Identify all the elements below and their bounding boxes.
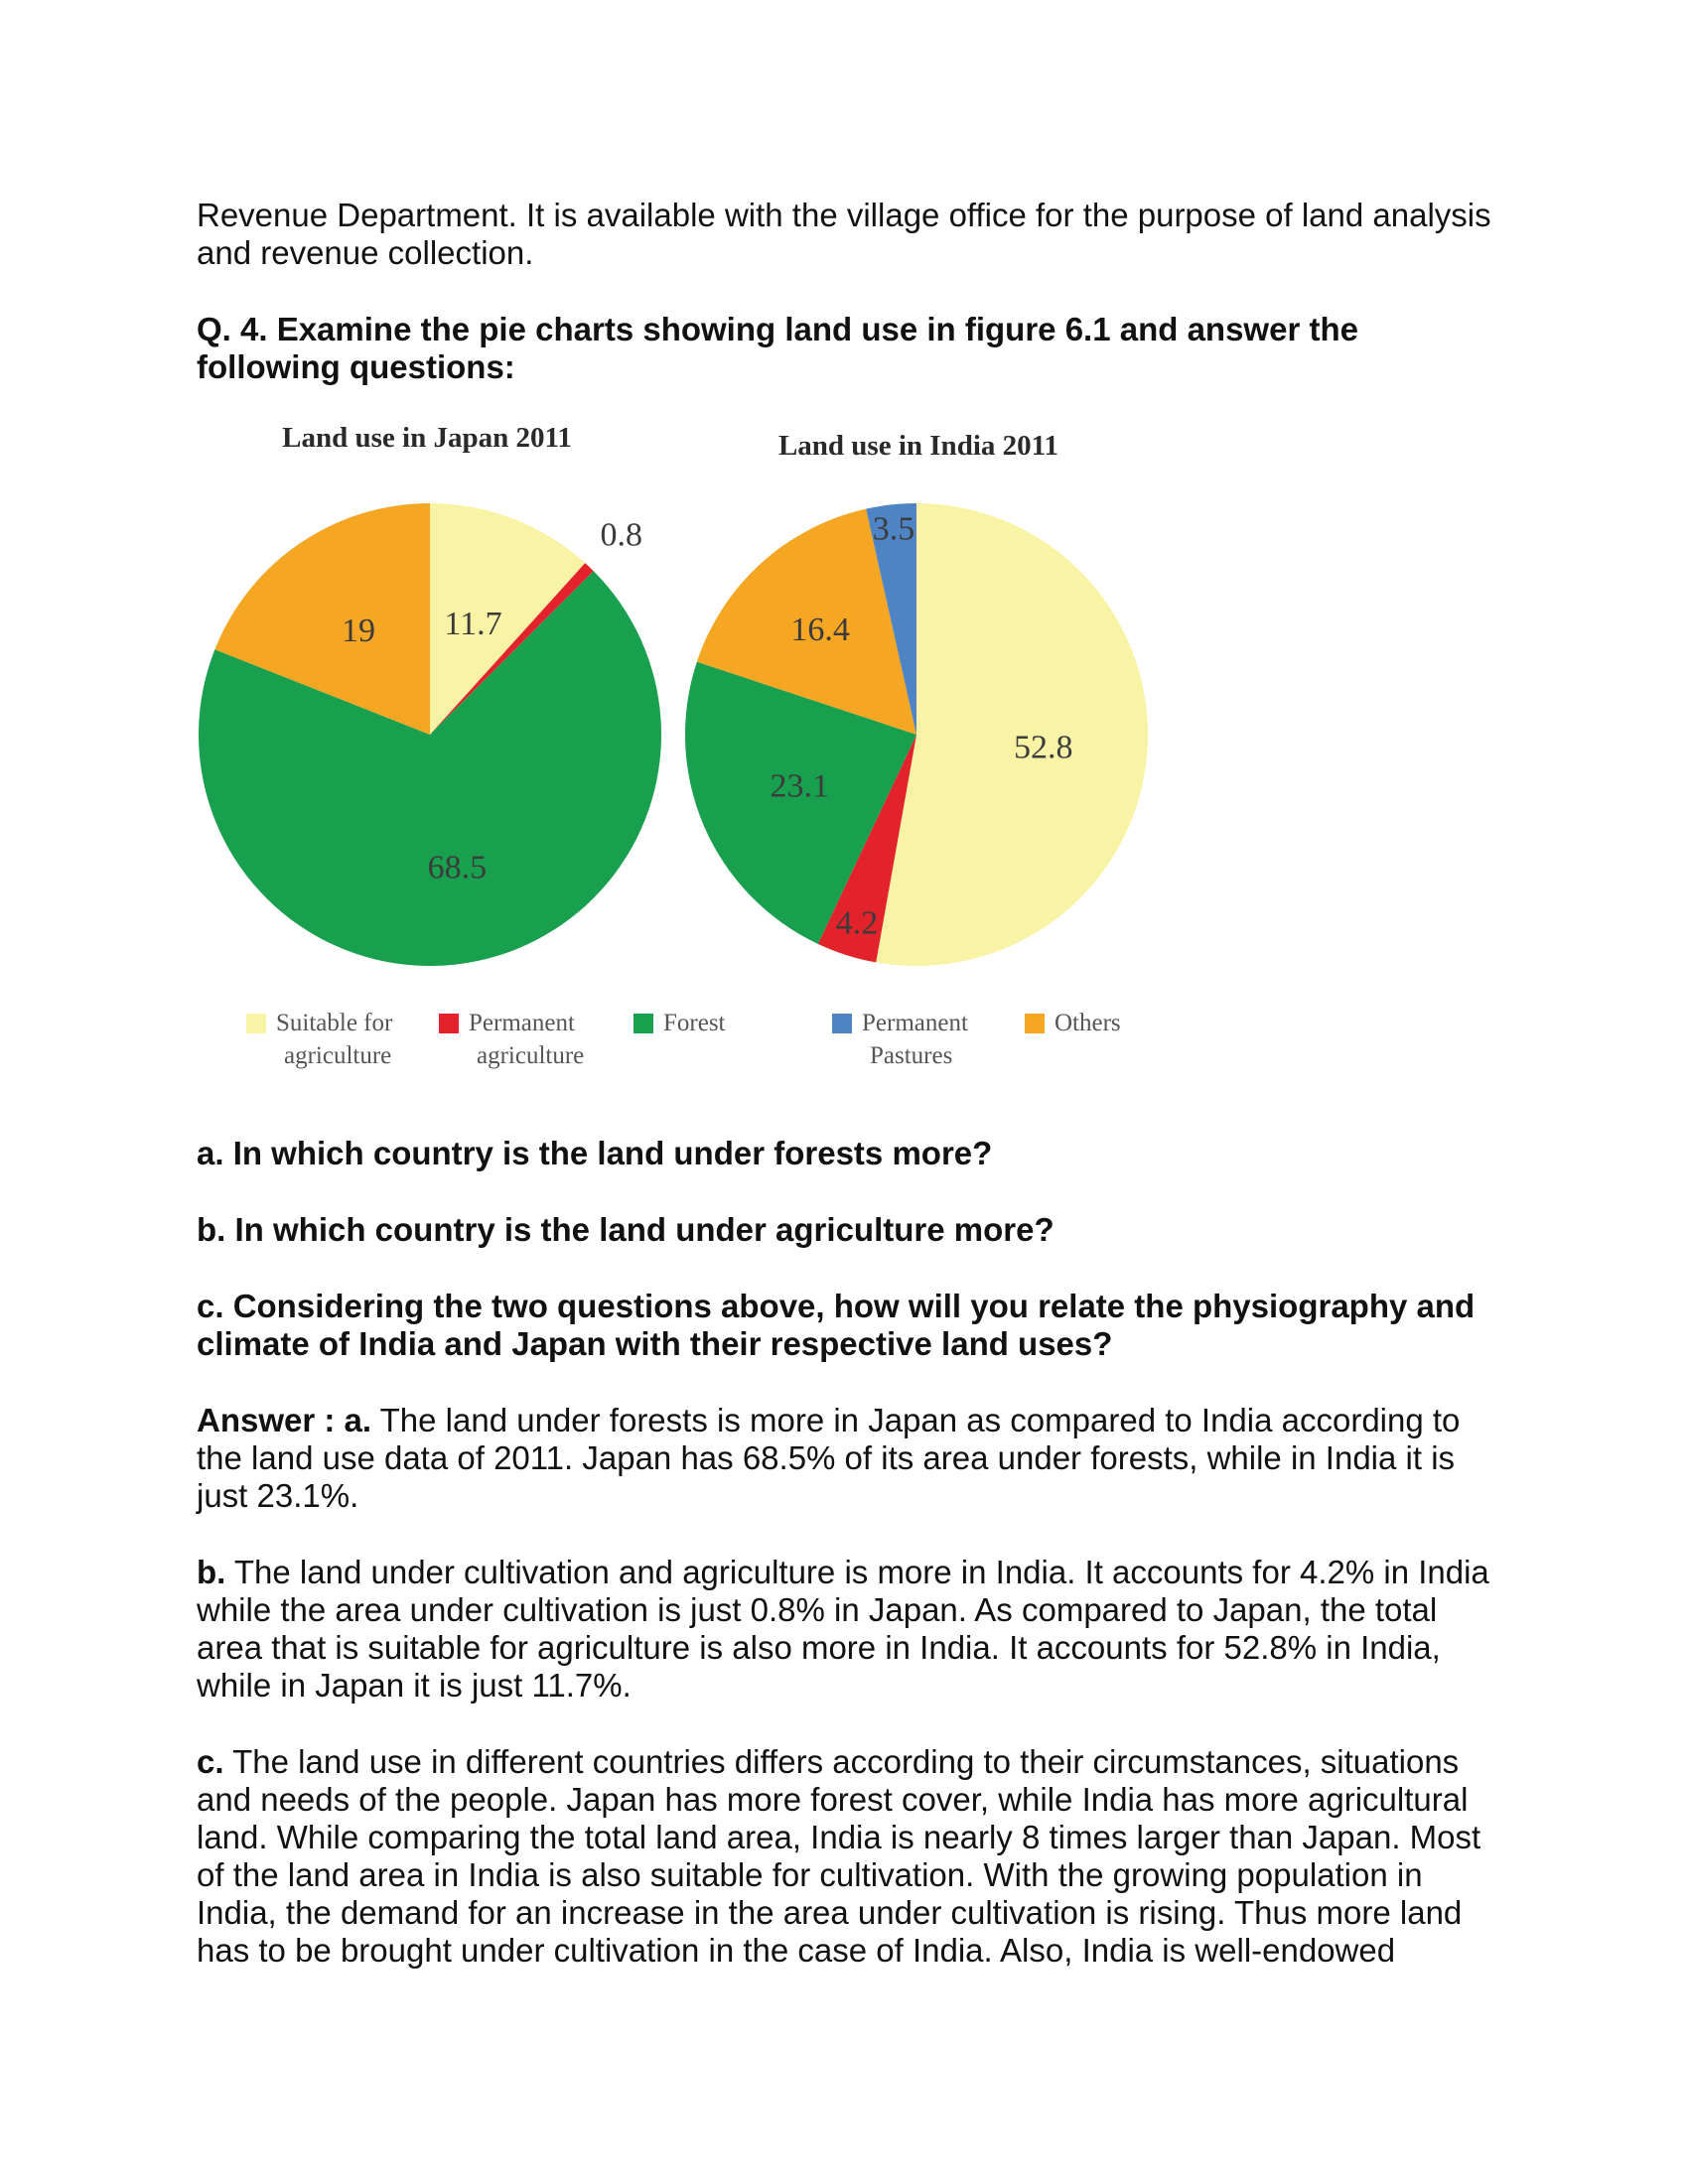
japan-label-19: 19	[342, 613, 375, 649]
japan-label-11.7: 11.7	[444, 605, 502, 642]
question-c: c. Considering the two questions above, how will you relate the physiography and climate of India and Japan with their respective land uses?	[197, 1288, 1476, 1362]
legend-label-1-line2: agriculture	[477, 1042, 585, 1069]
india-label-16.4: 16.4	[790, 611, 850, 648]
india-label-3.5: 3.5	[872, 510, 915, 548]
india-label-4.2: 4.2	[835, 904, 879, 942]
chart-legend	[246, 1010, 1121, 1069]
legend-label-2-line1: Forest	[663, 1010, 726, 1036]
legend-label-0-line2: agriculture	[284, 1042, 392, 1069]
legend-swatch-1	[439, 1014, 459, 1033]
india-label-52.8: 52.8	[1013, 729, 1073, 766]
question-4-heading: Q. 4. Examine the pie charts showing land use in figure 6.1 and answer the following questions:	[197, 311, 1358, 385]
answer-b-lead: b.	[197, 1554, 226, 1590]
answer-a-text: The land under forests is more in Japan as compared to India according to the land use data of 2011. Japan has 68.5% of its area under forests, while in India it is just 23.1%.	[197, 1402, 1461, 1514]
land-use-figure	[189, 412, 1192, 1087]
legend-label-0-line1: Suitable for	[276, 1010, 393, 1036]
answer-b-text: The land under cultivation and agriculture is more in India. It accounts for 4.2% in India while the area under cultivation is just 0.8% in Japan. As compared to Japan, the total area that is suitable for agriculture is also more in India. It accounts for 52.8% in India, while in Japan it is just 11.7%.	[197, 1554, 1489, 1704]
answer-c-lead: c.	[197, 1743, 224, 1780]
answer-a	[197, 1402, 1497, 1515]
india-label-23.1: 23.1	[770, 767, 829, 805]
legend-label-3-line1: Permanent	[862, 1010, 968, 1036]
legend-label-4-line1: Others	[1055, 1010, 1121, 1036]
legend-label-1-line1: Permanent	[469, 1010, 575, 1036]
legend-label-3-line2: Pastures	[870, 1042, 953, 1069]
intro-paragraph: Revenue Department. It is available with the village office for the purpose of land analysis and revenue collection.	[197, 197, 1491, 271]
answer-c-text: The land use in different countries differs according to their circumstances, situations and needs of the people. Japan has more forest cover, while India has more agricultural land. While comparing the total land area, India is nearly 8 times larger than Japan. Most of the land area in India is also suitable for cultivation. With the growing population in India, the demand for an increase in the area under cultivation is rising. Thus more land has to be brought under cultivation in the case of India. Also, India is well-endowed	[197, 1743, 1481, 1969]
legend-swatch-0	[246, 1014, 266, 1033]
legend-swatch-4	[1025, 1014, 1045, 1033]
india-slice-suitable-for-agriculture	[876, 503, 1148, 966]
india-chart-title: Land use in India 2011	[777, 430, 1059, 462]
japan-chart-title: Land use in Japan 2011	[282, 422, 572, 454]
japan-label-0.8: 0.8	[600, 516, 642, 554]
question-b: b. In which country is the land under agriculture more?	[197, 1211, 1055, 1248]
answer-b	[197, 1554, 1497, 1705]
answer-c	[197, 1743, 1497, 1970]
pie-charts-svg	[189, 412, 1192, 1087]
answer-a-lead: Answer : a.	[197, 1402, 372, 1438]
legend-swatch-3	[832, 1014, 852, 1033]
japan-pie	[199, 503, 661, 966]
legend-swatch-2	[633, 1014, 653, 1033]
japan-label-68.5: 68.5	[427, 849, 488, 887]
india-pie	[685, 503, 1148, 966]
question-a: a. In which country is the land under forests more?	[197, 1135, 993, 1171]
